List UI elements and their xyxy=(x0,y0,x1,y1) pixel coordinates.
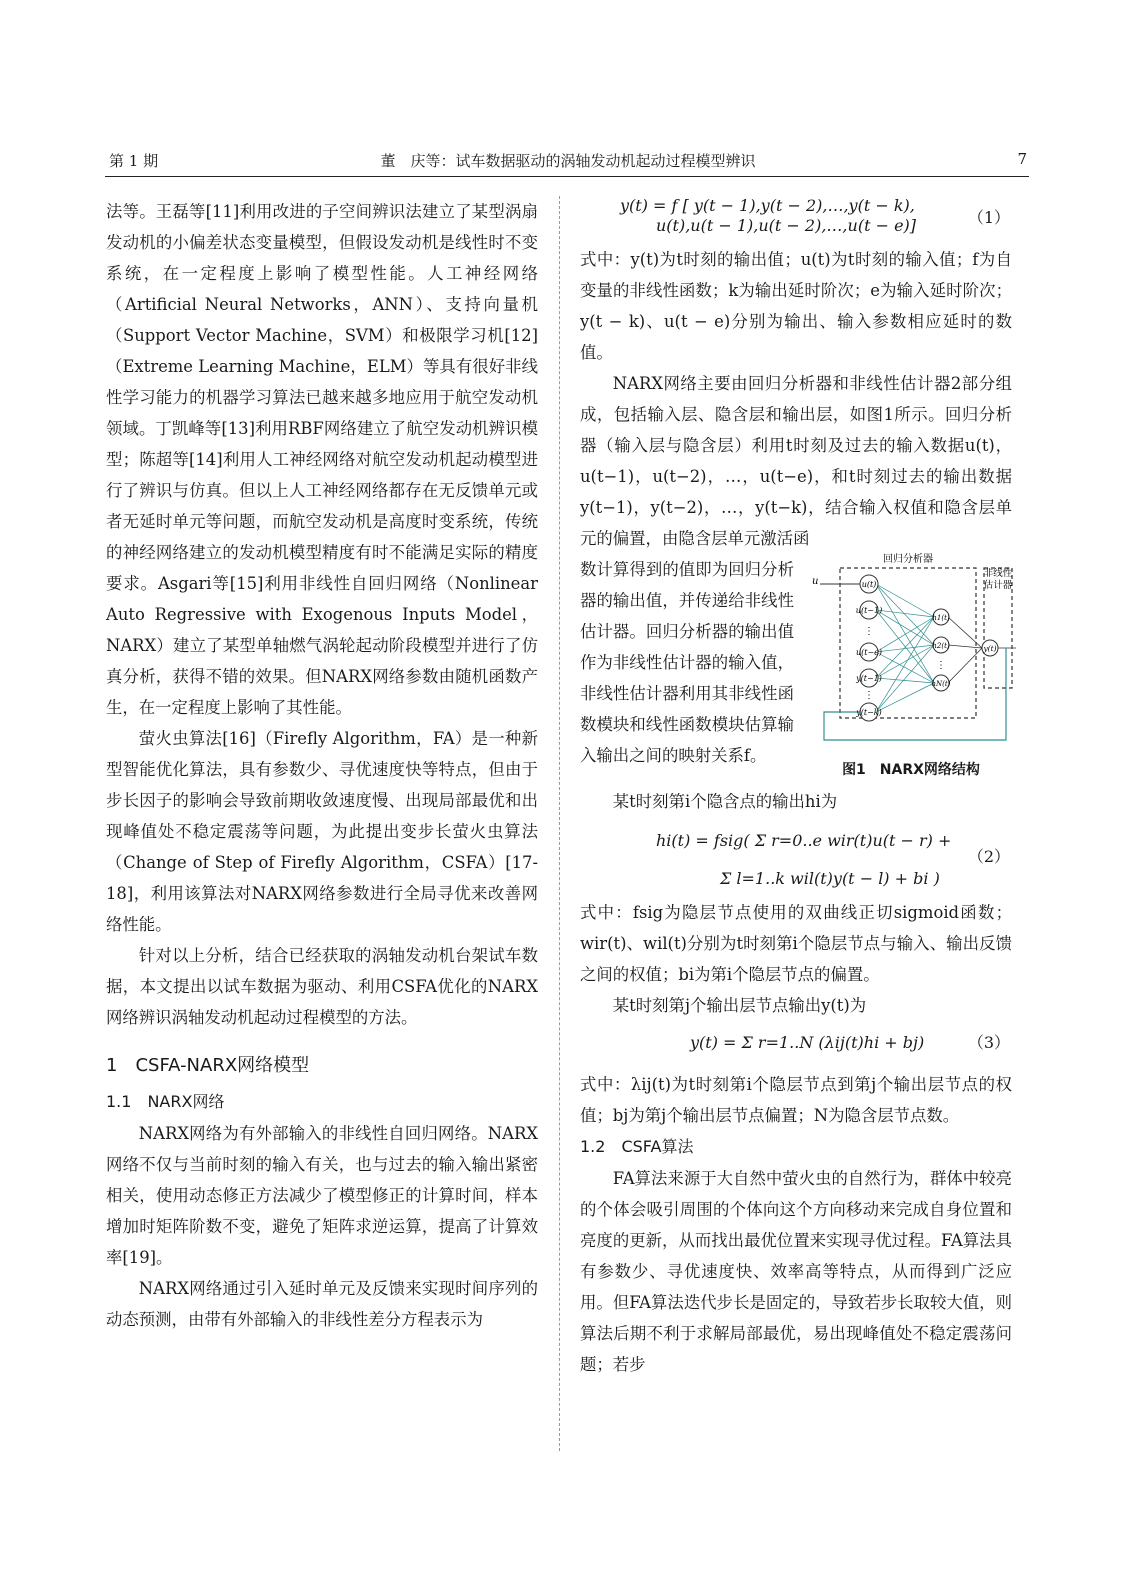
figure-1 xyxy=(806,554,1016,784)
svg-text:⋮: ⋮ xyxy=(936,660,946,671)
paragraph: 萤火虫算法[16]（Firefly Algorithm，FA）是一种新型智能优化算法，具有参数少、寻优速度快等特点，但由于步长因子的影响会导致前期收敛速度慢、出现局部最优和出现峰值处不稳定震荡等问题，为此提出变步长萤火虫算法（Change of Step of Firefly Algorithm，CSFA）[17-18]，利用该算法对NARX网络参数进行全局寻优来改善网络性能。 xyxy=(106,729,538,934)
node-label: u(t−e) xyxy=(855,648,883,657)
equation-1 xyxy=(580,196,1012,244)
right-column xyxy=(580,196,1012,1380)
equation-line: y(t) = Σ r=1..N (λij(t)hi + bj) xyxy=(690,1033,925,1052)
narx-structure-diagram xyxy=(806,554,1016,758)
paragraph: 式中：y(t)为t时刻的输出值；u(t)为t时刻的输入值；f为自变量的非线性函数；k为输出延时阶次；e为输入延时阶次；y(t − k)、u(t − e)分别为输出、输入参数相应延时的数值。 xyxy=(580,250,1012,362)
estimator-label: 非线性 xyxy=(983,568,1013,579)
node-label: y(t−k) xyxy=(856,708,882,717)
figure-caption: 图1 NARX网络结构 xyxy=(842,762,980,778)
ellipsis xyxy=(864,626,946,701)
equation-line: y(t) = f [ y(t − 1),y(t − 2),…,y(t − k), xyxy=(620,196,915,215)
equation-2 xyxy=(580,821,1012,897)
paragraph: 某t时刻第j个输出层节点输出y(t)为 xyxy=(612,996,867,1015)
equation-line: hi(t) = fsig( Σ r=0..e wir(t)u(t − r) + xyxy=(656,831,952,850)
node-label: y(t) xyxy=(983,644,997,653)
equation-number: （3） xyxy=(967,1033,1010,1052)
running-header xyxy=(109,150,1027,176)
paragraph: 法等。王磊等[11]利用改进的子空间辨识法建立了某型涡扇发动机的小偏差状态变量模型，但假设发动机是线性时不变系统，在一定程度上影响了模型性能。人工神经网络（Artificial Neural Networks，ANN）、支持向量机（Support Vector Machine，SVM）和极限学习机[12]（Extreme Learning Machine，ELM）等具有很好非线性学习能力的机器学习算法已越来越多地应用于航空发动机领域。丁凯峰等[13]利用RBF网络建立了航空发动机辨识模型；陈超等[14]利用人工神经网络对航空发动机起动模型进行了辨识与仿真。但以上人工神经网络都存在无反馈单元或者无延时单元等问题，而航空发动机是高度时变系统，传统的神经网络建立的发动机模型精度有时不能满足实际的精度要求。Asgari等[15]利用非线性自回归网络（Nonlinear Auto Regressive with Exogenous Inputs Model，NARX）建立了某型单轴燃气涡轮起动阶段模型并进行了仿真分析，获得不错的效果。但NARX网络参数由随机函数产生，在一定程度上影响了其性能。 xyxy=(106,202,538,717)
node-label: h2(t) xyxy=(932,642,950,650)
connections xyxy=(876,584,934,712)
feedback-loop xyxy=(824,648,1006,740)
paragraph: NARX网络主要由回归分析器和非线性估计器2部分组成，包括输入层、隐含层和输出层，如图1所示。回归分析器（输入层与隐含层）利用t时刻及过去的输入数据u(t)，u(t−1)，u(t−2)，…，u(t−e)，和t时刻过去的输出数据y(t−1)，y(t−2)，…，y(t−k)，结合输入权值和隐含层单元的偏置，由隐含层单元激活函 xyxy=(580,374,1012,548)
equation-line: Σ l=1..k wil(t)y(t − l) + bi ) xyxy=(720,869,940,888)
node-label: y(t−1) xyxy=(856,674,882,683)
svg-text:⋮: ⋮ xyxy=(864,626,874,637)
node-label: u(t−1) xyxy=(855,606,883,615)
equation-3 xyxy=(580,1021,1012,1069)
figure-block xyxy=(580,554,1012,786)
paragraph: 式中：fsig为隐层节点使用的双曲线正切sigmoid函数；wir(t)、wil(t)分别为t时刻第i个隐层节点与输入、输出反馈之间的权值；bi为第i个隐层节点的偏置。 xyxy=(580,903,1012,984)
input-label: u xyxy=(812,576,819,587)
left-column xyxy=(106,196,538,1335)
svg-text:⋮: ⋮ xyxy=(864,690,874,701)
page-number: 7 xyxy=(1017,150,1027,168)
paragraph: FA算法来源于大自然中萤火虫的自然行为，群体中较亮的个体会吸引周围的个体向这个方向移动来完成自身位置和亮度的更新，从而找出最优位置来实现寻优过程。FA算法具有参数少、寻优速度快、效率高等特点，从而得到广泛应用。但FA算法迭代步长是固定的，导致若步长取较大值，则算法后期不利于求解局部最优，易出现峰值处不稳定震荡问题；若步 xyxy=(580,1169,1012,1374)
subsection-heading: 1.2 CSFA算法 xyxy=(580,1137,694,1156)
running-title: 董 庆等：试车数据驱动的涡轴发动机起动过程模型辨识 xyxy=(380,152,756,170)
header-rule xyxy=(105,176,1029,177)
paragraph: 针对以上分析，结合已经获取的涡轴发动机台架试车数据，本文提出以试车数据为驱动、利用CSFA优化的NARX网络辨识涡轴发动机起动过程模型的方法。 xyxy=(106,946,538,1027)
paragraph: NARX网络通过引入延时单元及反馈来实现时间序列的动态预测，由带有外部输入的非线性差分方程表示为 xyxy=(106,1279,538,1329)
node-label: h1(t) xyxy=(932,614,950,622)
paragraph: 数计算得到的值即为回归分析器的输出值，并传递给非线性估计器。回归分析器的输出值作为非线性估计器的输入值，非线性估计器利用其非线性函数模块和线性函数模块估算输入输出之间的映射关系f。 xyxy=(580,560,794,765)
section-heading: 1 CSFA-NARX网络模型 xyxy=(106,1055,310,1076)
regressor-box xyxy=(840,568,976,718)
equation-line: u(t),u(t − 1),u(t − 2),…,u(t − e)] xyxy=(656,216,917,235)
column-divider xyxy=(559,196,560,1451)
equation-number: （2） xyxy=(967,847,1010,866)
node-label: hN(t) xyxy=(931,680,951,688)
issue-number: 第 1 期 xyxy=(109,152,159,170)
equation-number: （1） xyxy=(967,208,1010,227)
paragraph: NARX网络为有外部输入的非线性自回归网络。NARX网络不仅与当前时刻的输入有关，也与过去的输入输出紧密相关，使用动态修正方法减少了模型修正的计算时间，样本增加时矩阵阶数不变，避免了矩阵求逆运算，提高了计算效率[19]。 xyxy=(106,1124,538,1267)
estimator-label: 估计器 xyxy=(983,580,1013,591)
subsection-heading: 1.1 NARX网络 xyxy=(106,1092,225,1111)
paragraph: 式中：λij(t)为t时刻第i个隐层节点到第j个输出层节点的权值；bj为第j个输出层节点偏置；N为隐含层节点数。 xyxy=(580,1075,1012,1125)
paragraph: 某t时刻第i个隐含点的输出hi为 xyxy=(612,792,838,811)
regressor-label: 回归分析器 xyxy=(883,554,933,565)
node-label: u(t) xyxy=(861,580,877,589)
